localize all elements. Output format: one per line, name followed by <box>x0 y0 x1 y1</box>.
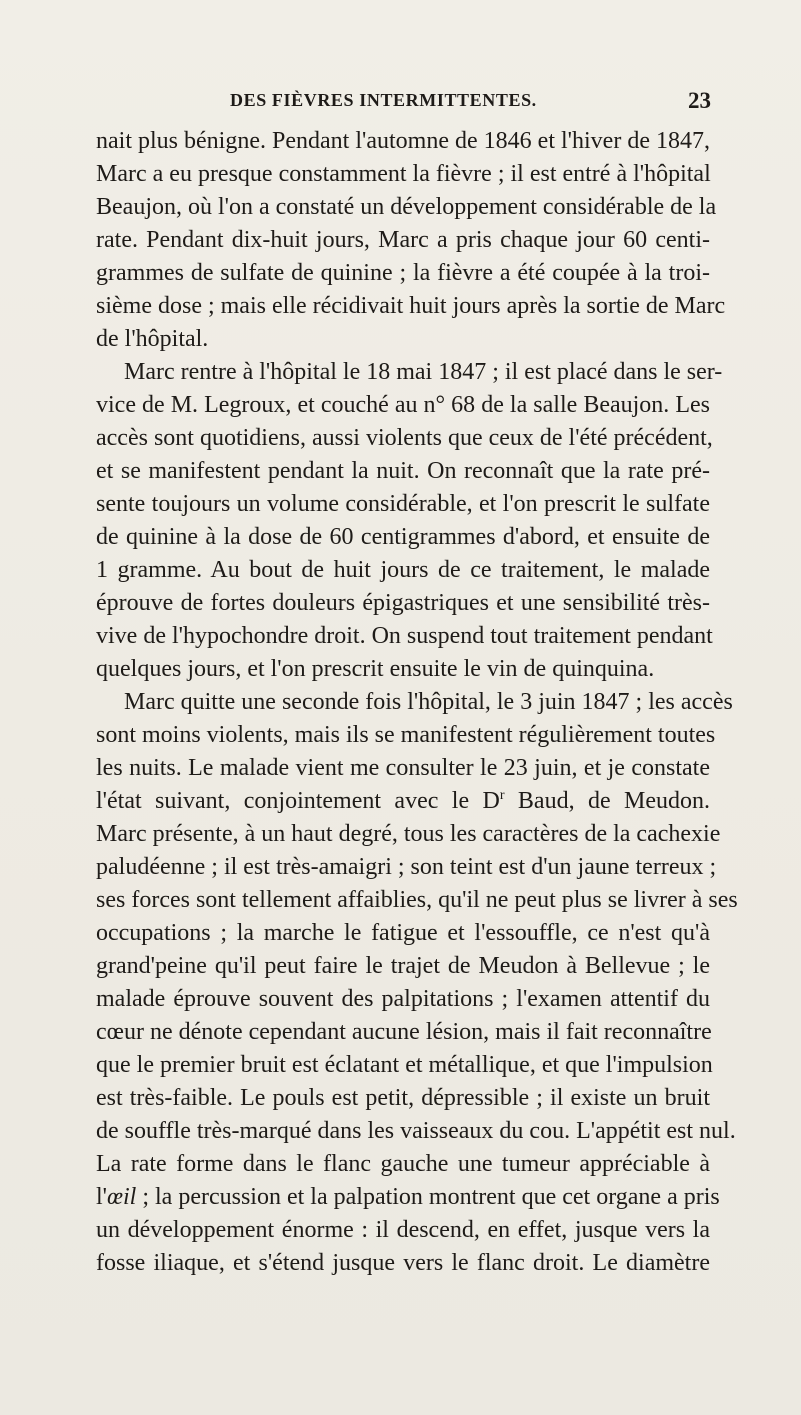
text-line: sième dose ; mais elle récidivait huit jours après la sortie de Marc <box>96 293 726 319</box>
line-text-head: l'état suivant, conjointement avec le D <box>96 788 500 814</box>
running-head <box>96 88 711 118</box>
paragraph-first-line: Marc rentre à l'hôpital le 18 mai 1847 ; il est placé dans le ser- <box>124 359 723 385</box>
text-line: malade éprouve souvent des palpitations ; l'examen attentif du <box>96 986 710 1012</box>
text-line: de l'hôpital. <box>96 326 209 352</box>
text-line: cœur ne dénote cependant aucune lésion, mais il fait reconnaître <box>96 1019 712 1045</box>
doctor-abbrev-superscript: r <box>499 788 505 803</box>
text-line: nait plus bénigne. Pendant l'automne de 1846 et l'hiver de 1847, <box>96 128 710 154</box>
italic-word: œil <box>107 1184 137 1210</box>
text-line: paludéenne ; il est très-amaigri ; son teint est d'un jaune terreux ; <box>96 854 717 880</box>
text-line: de souffle très-marqué dans les vaisseaux du cou. L'appétit est nul. <box>96 1118 736 1144</box>
line-text-head: l' <box>96 1184 107 1210</box>
text-line: 1 gramme. Au bout de huit jours de ce traitement, le malade <box>96 557 710 583</box>
line-text-tail: ; la percussion et la palpation montrent que cet organe a pris <box>136 1184 720 1210</box>
text-line: fosse iliaque, et s'étend jusque vers le flanc droit. Le diamètre <box>96 1250 710 1276</box>
text-line: occupations ; la marche le fatigue et l'essouffle, ce n'est qu'à <box>96 920 710 946</box>
text-line <box>96 1181 720 1214</box>
text-line: un développement énorme : il descend, en effet, jusque vers la <box>96 1217 710 1243</box>
text-line <box>96 785 710 818</box>
text-line: Marc a eu presque constamment la fièvre ; il est entré à l'hôpital <box>96 161 711 187</box>
text-line: Beaujon, où l'on a constaté un développement considérable de la <box>96 194 717 220</box>
paragraph-first-line: Marc quitte une seconde fois l'hôpital, le 3 juin 1847 ; les accès <box>124 689 733 715</box>
text-line: grammes de sulfate de quinine ; la fièvre a été coupée à la troi- <box>96 260 710 286</box>
text-line: les nuits. Le malade vient me consulter le 23 juin, et je constate <box>96 755 710 781</box>
page-number: 23 <box>688 88 711 113</box>
text-line: Marc présente, à un haut degré, tous les caractères de la cachexie <box>96 821 721 847</box>
text-line: accès sont quotidiens, aussi violents que ceux de l'été précédent, <box>96 425 713 451</box>
text-line: grand'peine qu'il peut faire le trajet de Meudon à Bellevue ; le <box>96 953 710 979</box>
text-line: vice de M. Legroux, et couché au n° 68 de la salle Beaujon. Les <box>96 392 710 418</box>
text-line: et se manifestent pendant la nuit. On reconnaît que la rate pré- <box>96 458 710 484</box>
running-title: DES FIÈVRES INTERMITTENTES. <box>230 90 537 110</box>
body-text <box>96 125 738 1280</box>
text-line: éprouve de fortes douleurs épigastriques et une sensibilité très- <box>96 590 710 616</box>
text-line: sont moins violents, mais ils se manifestent régulièrement toutes <box>96 722 716 748</box>
text-line: vive de l'hypochondre droit. On suspend tout traitement pendant <box>96 623 713 649</box>
text-line: rate. Pendant dix-huit jours, Marc a pris chaque jour 60 centi- <box>96 227 710 253</box>
text-line: quelques jours, et l'on prescrit ensuite le vin de quinquina. <box>96 656 655 682</box>
text-line: ses forces sont tellement affaiblies, qu'il ne peut plus se livrer à ses <box>96 887 738 913</box>
text-line: sente toujours un volume considérable, et l'on prescrit le sulfate <box>96 491 710 517</box>
text-line: est très-faible. Le pouls est petit, dépressible ; il existe un bruit <box>96 1085 710 1111</box>
text-line: que le premier bruit est éclatant et métallique, et que l'impulsion <box>96 1052 713 1078</box>
text-line: de quinine à la dose de 60 centigrammes d'abord, et ensuite de <box>96 524 710 550</box>
line-text-tail: Baud, de Meudon. <box>504 788 710 814</box>
text-line: La rate forme dans le flanc gauche une tumeur appréciable à <box>96 1151 710 1177</box>
